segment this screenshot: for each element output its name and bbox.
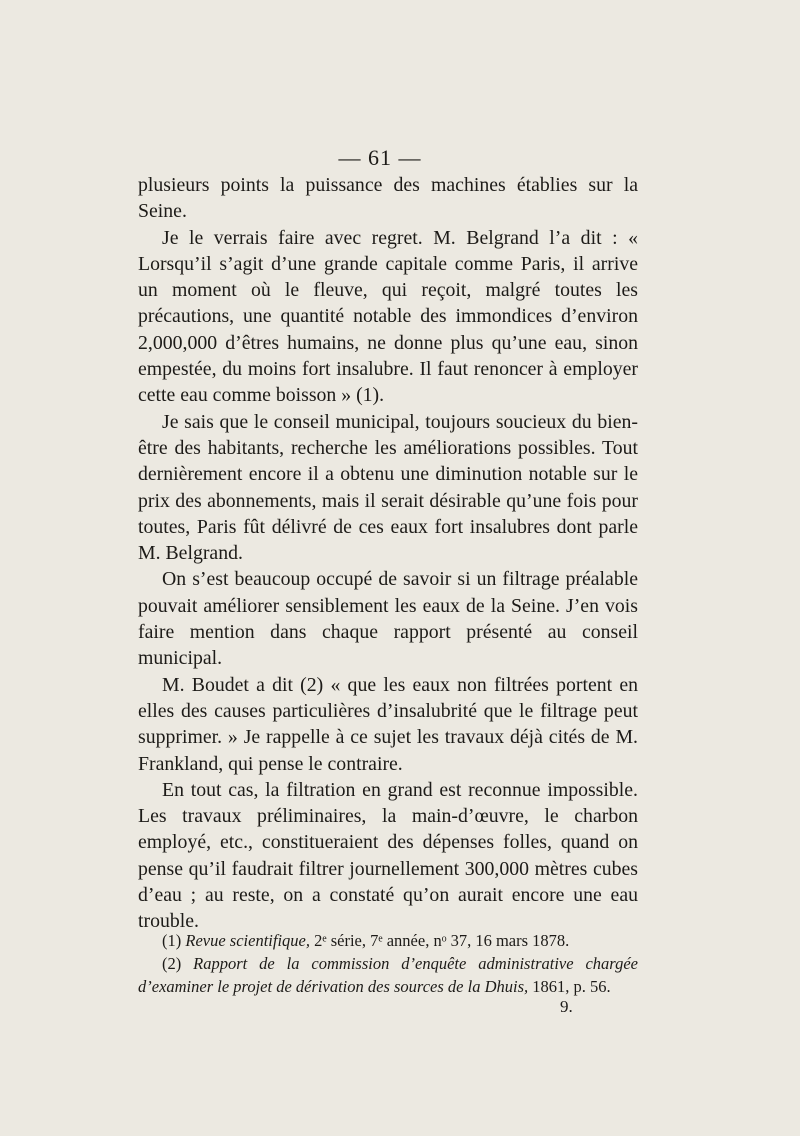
footnotes — [138, 929, 638, 998]
footnote-1-mark: (1) — [162, 931, 182, 950]
paragraph-1: plusieurs points la puissance des machines établies sur la Seine. — [138, 174, 638, 223]
paragraph-6: En tout cas, la filtration en grand est reconnue impossible. Les travaux préliminaires, la main-d’œuvre, le charbon employé, etc., constitueraient des dépenses folles, quand on pense qu’il faudrait filtrer journellement 300,000 mètres cubes d’eau ; au reste, on a constaté qu’on aurait encore une eau trouble. — [138, 778, 638, 933]
footnote-2-mark: (2) — [162, 954, 182, 973]
footnote-2-details: 1861, p. 56. — [532, 977, 611, 996]
page-number: — 61 — — [338, 145, 422, 170]
footnote-2-title: Rapport de la commission d’enquête administrative chargée d’examiner le projet de dérivation des sources de la Dhuis, — [138, 954, 639, 996]
paragraph-2: Je le verrais faire avec regret. M. Belgrand l’a dit : « Lorsqu’il s’agit d’une grande capitale comme Paris, il arrive un moment où le fleuve, qui reçoit, malgré toutes les précautions, une quantité notable des immondices d’environ 2,000,000 d’êtres humains, ne donne plus qu’une eau, sinon empestée, du moins fort insalubre. Il faut renoncer à employer cette eau comme boisson » (1). — [138, 226, 638, 407]
paragraph-3: Je sais que le conseil municipal, toujours soucieux du bien-être des habitants, recherche les améliorations possibles. Tout dernièrement encore il a obtenu une diminution notable sur le prix des abonnements, mais il serait désirable qu’une fois pour toutes, Paris fût délivré de ces eaux fort insalubres dont parle M. Belgrand. — [138, 410, 638, 565]
footnote-2 — [138, 952, 638, 998]
footnote-1-title: Revue scientifique, — [185, 931, 310, 950]
paragraph-5: M. Boudet a dit (2) « que les eaux non filtrées portent en elles des causes particulières d’insalubrité que le filtrage peut supprimer. » Je rappelle à ce sujet les travaux déjà cités de M. Frankland, qui pense le contraire. — [138, 673, 638, 775]
printer-signature: 9. — [560, 997, 573, 1016]
footnote-1-details: 2ᵉ série, 7ᵉ année, nᵒ 37, 16 mars 1878. — [314, 931, 570, 950]
footnote-1 — [138, 929, 638, 952]
paragraph-4: On s’est beaucoup occupé de savoir si un filtrage préalable pouvait améliorer sensiblement les eaux de la Seine. J’en vois faire mention dans chaque rapport présenté au conseil municipal. — [138, 568, 638, 670]
main-text — [138, 172, 638, 935]
